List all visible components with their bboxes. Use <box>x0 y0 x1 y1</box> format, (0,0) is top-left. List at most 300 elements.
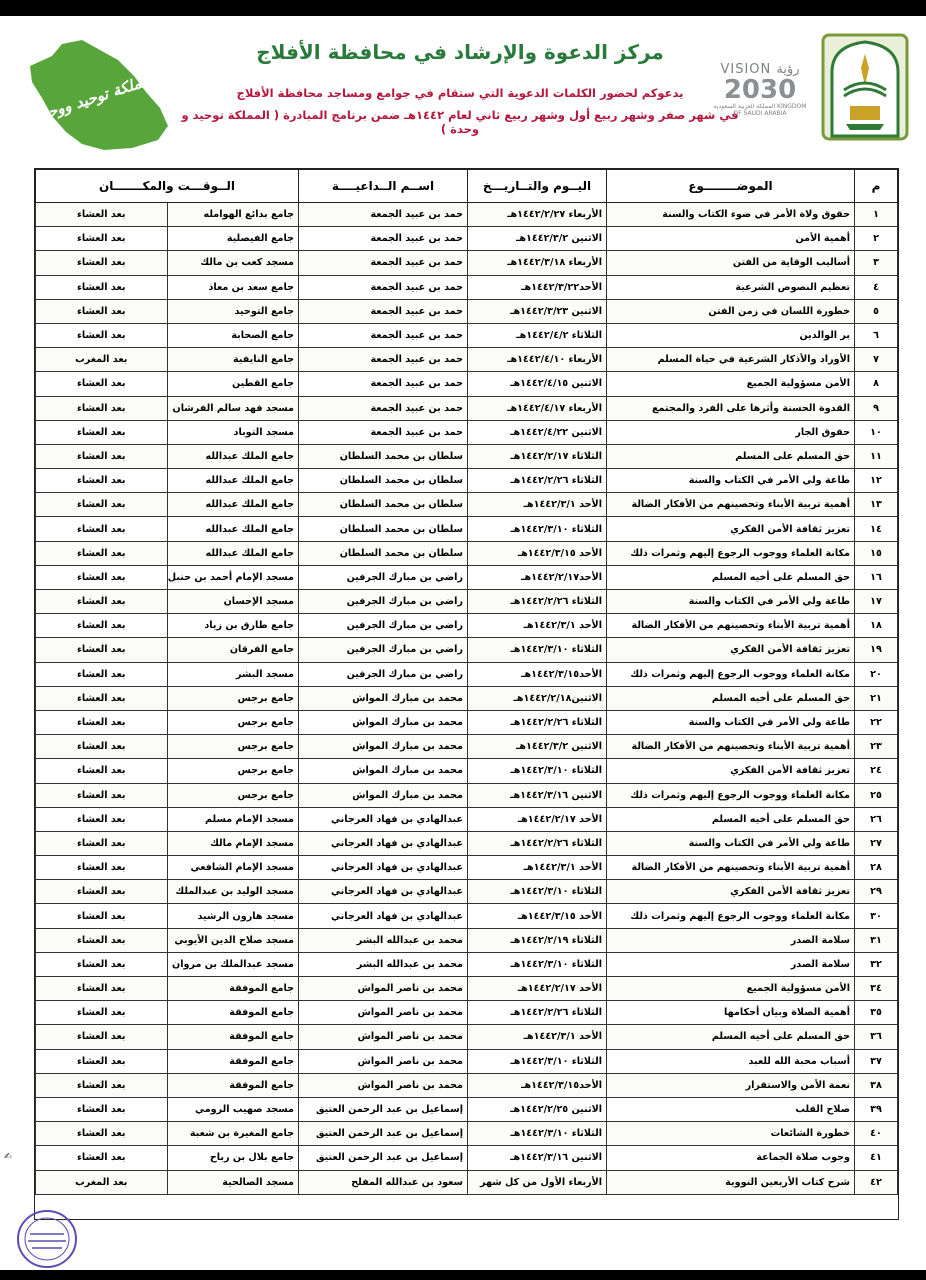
table-row <box>36 227 898 251</box>
table-row <box>36 1001 898 1025</box>
table-row <box>36 517 898 541</box>
row-time: بعد العشاء <box>36 783 168 807</box>
row-place: جامع الموفقة <box>167 1049 299 1073</box>
row-date: الثلاثاء ١٤٤٢/٢/٢٦هـ <box>468 590 607 614</box>
row-preacher: محمد بن مبارك المواش <box>299 759 468 783</box>
header <box>0 16 926 166</box>
row-place: جامع برجس <box>167 759 299 783</box>
row-topic: تعزيز ثقافة الأمن الفكري <box>607 880 855 904</box>
row-time: بعد العشاء <box>36 541 168 565</box>
row-date: الثلاثاء ١٤٤٢/٣/١٠هـ <box>468 880 607 904</box>
table-row <box>36 251 898 275</box>
row-date: الاثنين١٤٤٢/٢/١٨هـ <box>468 686 607 710</box>
row-place: جامع الصحابة <box>167 323 299 347</box>
row-date: الثلاثاء ١٤٤٢/٣/١٠هـ <box>468 952 607 976</box>
row-num: ٢١ <box>855 686 898 710</box>
table-row <box>36 1049 898 1073</box>
table-row <box>36 299 898 323</box>
row-topic: خطورة اللسان في زمن الفتن <box>607 299 855 323</box>
row-place: جامع سعد بن معاذ <box>167 275 299 299</box>
row-num: ٦ <box>855 323 898 347</box>
map-slogan: المملكة توحيد ووحدة <box>30 68 161 127</box>
row-time: بعد العشاء <box>36 299 168 323</box>
row-place: جامع بلال بن رباح <box>167 1146 299 1170</box>
row-date: الثلاثاء ١٤٤٢/٢/٢٦هـ <box>468 831 607 855</box>
row-preacher: إسماعيل بن عبد الرحمن العتيق <box>299 1146 468 1170</box>
row-date: الأربعاء ١٤٤٢/٤/١٧هـ <box>468 396 607 420</box>
table-row <box>36 904 898 928</box>
row-num: ٢٩ <box>855 880 898 904</box>
row-num: ٥ <box>855 299 898 323</box>
row-time: بعد العشاء <box>36 275 168 299</box>
row-topic: أسباب محبة الله للعبد <box>607 1049 855 1073</box>
row-place: مسجد الإمام الشافعي <box>167 856 299 880</box>
row-preacher: حمد بن عبيد الجمعة <box>299 227 468 251</box>
row-preacher: عبدالهادي بن فهاد العرجاني <box>299 856 468 880</box>
row-date: الأربعاء ١٤٤٢/٢/٢٧هـ <box>468 203 607 227</box>
row-num: ٣١ <box>855 928 898 952</box>
row-place: جامع برجس <box>167 710 299 734</box>
row-time: بعد العشاء <box>36 420 168 444</box>
row-topic: أهمية تربية الأبناء وتحصينهم من الأفكار الضالة <box>607 614 855 638</box>
row-preacher: سلطان بن محمد السلطان <box>299 541 468 565</box>
row-topic: حق المسلم على أخيه المسلم <box>607 1025 855 1049</box>
row-num: ٢٧ <box>855 831 898 855</box>
row-num: ١٦ <box>855 565 898 589</box>
row-preacher: راضي بن مبارك الجرفين <box>299 565 468 589</box>
row-topic: أهمية تربية الأبناء وتحصينهم من الأفكار الضالة <box>607 856 855 880</box>
row-place: جامع الموفقة <box>167 1073 299 1097</box>
row-preacher: محمد بن مبارك المواش <box>299 686 468 710</box>
row-place: جامع المغيرة بن شعبة <box>167 1122 299 1146</box>
row-num: ٤ <box>855 275 898 299</box>
row-time: بعد العشاء <box>36 880 168 904</box>
row-preacher: سلطان بن محمد السلطان <box>299 444 468 468</box>
row-num: ١٠ <box>855 420 898 444</box>
row-num: ٣٩ <box>855 1097 898 1121</box>
row-time: بعد العشاء <box>36 227 168 251</box>
row-place: مسجد التوباد <box>167 420 299 444</box>
row-date: الثلاثاء ١٤٤٢/٢/٢٦هـ <box>468 710 607 734</box>
row-place: جامع برجس <box>167 686 299 710</box>
row-place: مسجد الإحسان <box>167 590 299 614</box>
row-place: مسجد الإمام أحمد بن حنبل <box>167 565 299 589</box>
row-place: جامع الملك عبدالله <box>167 541 299 565</box>
row-preacher: عبدالهادي بن فهاد العرجاني <box>299 831 468 855</box>
row-num: ٤٠ <box>855 1122 898 1146</box>
row-topic: الأمن مسؤولية الجميع <box>607 372 855 396</box>
table-row <box>36 590 898 614</box>
row-preacher: راضي بن مبارك الجرفين <box>299 662 468 686</box>
row-date: الاثنين ١٤٤٢/٢/٢٥هـ <box>468 1097 607 1121</box>
row-date: الاثنين ١٤٤٢/٣/٢هـ <box>468 227 607 251</box>
row-time: بعد العشاء <box>36 662 168 686</box>
row-place: جامع طارق بن زياد <box>167 614 299 638</box>
row-place: جامع الموفقة <box>167 1001 299 1025</box>
row-time: بعد العشاء <box>36 735 168 759</box>
row-time: بعد العشاء <box>36 493 168 517</box>
row-date: الثلاثاء ١٤٤٢/٢/١٧هـ <box>468 444 607 468</box>
row-preacher: محمد بن مبارك المواش <box>299 710 468 734</box>
row-time: بعد العشاء <box>36 831 168 855</box>
row-topic: تعزيز ثقافة الأمن الفكري <box>607 517 855 541</box>
header-topic: الموضــــــــوع <box>607 170 855 203</box>
row-place: جامع النايفية <box>167 348 299 372</box>
header-preacher: اســم الــداعيــــة <box>299 170 468 203</box>
row-topic: بر الوالدين <box>607 323 855 347</box>
row-time: بعد العشاء <box>36 372 168 396</box>
period-text: في شهر صفر وشهر ربيع أول وشهر ربيع ثاني لعام ١٤٤٢هـ ضمن برنامج المبادرة ( المملكة توحيد و وحدة ) <box>181 108 739 136</box>
schedule-table <box>34 168 899 1220</box>
row-preacher: محمد بن مبارك المواش <box>299 735 468 759</box>
row-time: بعد العشاء <box>36 469 168 493</box>
row-time: بعد العشاء <box>36 638 168 662</box>
row-num: ٣٢ <box>855 952 898 976</box>
row-date: الأحد ١٤٤٢/٢/١٧هـ <box>468 977 607 1001</box>
row-topic: طاعة ولي الأمر في الكتاب والسنة <box>607 469 855 493</box>
row-preacher: محمد بن عبدالله البشر <box>299 952 468 976</box>
row-topic: حقوق ولاة الأمر في ضوء الكتاب والسنة <box>607 203 855 227</box>
row-time: بعد العشاء <box>36 1122 168 1146</box>
row-num: ٢٠ <box>855 662 898 686</box>
row-num: ١٩ <box>855 638 898 662</box>
row-num: ٩ <box>855 396 898 420</box>
table-row <box>36 1097 898 1121</box>
row-time: بعد العشاء <box>36 203 168 227</box>
table-row <box>36 203 898 227</box>
row-date: الثلاثاء ١٤٤٢/٢/٢٦هـ <box>468 1001 607 1025</box>
row-place: جامع الفرقان <box>167 638 299 662</box>
row-preacher: سلطان بن محمد السلطان <box>299 517 468 541</box>
row-date: الاثنين ١٤٤٢/٤/٢٢هـ <box>468 420 607 444</box>
row-time: بعد العشاء <box>36 928 168 952</box>
row-num: ٣٧ <box>855 1049 898 1073</box>
row-num: ١٧ <box>855 590 898 614</box>
row-time: بعد العشاء <box>36 1049 168 1073</box>
table-row <box>36 928 898 952</box>
row-place: جامع الملك عبدالله <box>167 444 299 468</box>
row-preacher: سعود بن عبدالله المفلح <box>299 1170 468 1194</box>
table-row <box>36 493 898 517</box>
row-topic: نعمة الأمن والاستقرار <box>607 1073 855 1097</box>
row-preacher: إسماعيل بن عبد الرحمن العتيق <box>299 1097 468 1121</box>
row-time: بعد العشاء <box>36 396 168 420</box>
row-num: ٢ <box>855 227 898 251</box>
table-row <box>36 759 898 783</box>
row-place: جامع الفيصلية <box>167 227 299 251</box>
table-row <box>36 323 898 347</box>
row-time: بعد العشاء <box>36 1146 168 1170</box>
row-date: الأربعاء ١٤٤٢/٣/١٨هـ <box>468 251 607 275</box>
row-place: مسجد هارون الرشيد <box>167 904 299 928</box>
row-date: الاثنين ١٤٤٢/٣/١٦هـ <box>468 783 607 807</box>
row-time: بعد المغرب <box>36 348 168 372</box>
row-preacher: محمد بن ناصر المواش <box>299 1049 468 1073</box>
row-place: مسجد صهيب الرومي <box>167 1097 299 1121</box>
row-topic: مكانة العلماء ووجوب الرجوع إليهم وثمرات ذلك <box>607 541 855 565</box>
row-date: الثلاثاء ١٤٤٢/٣/١٠هـ <box>468 759 607 783</box>
row-topic: مكانة العلماء ووجوب الرجوع إليهم وثمرات ذلك <box>607 662 855 686</box>
row-topic: خطورة الشائعات <box>607 1122 855 1146</box>
row-preacher: حمد بن عبيد الجمعة <box>299 275 468 299</box>
row-place: مسجد الوليد بن عبدالملك <box>167 880 299 904</box>
table-row <box>36 420 898 444</box>
vision-year: 2030 <box>723 75 797 105</box>
row-date: الأحد ١٤٤٢/٢/١٧هـ <box>468 807 607 831</box>
row-time: بعد العشاء <box>36 590 168 614</box>
row-preacher: حمد بن عبيد الجمعة <box>299 348 468 372</box>
row-date: الاثنين ١٤٤٢/٣/٢٣هـ <box>468 299 607 323</box>
row-time: بعد العشاء <box>36 807 168 831</box>
invitation-text: يدعوكم لحضور الكلمات الدعوية التي ستقام في جوامع ومساجد محافظة الأفلاج <box>236 86 684 100</box>
row-num: ١٣ <box>855 493 898 517</box>
row-preacher: عبدالهادي بن فهاد العرجاني <box>299 904 468 928</box>
row-date: الثلاثاء ١٤٤٢/٣/١٠هـ <box>468 1049 607 1073</box>
table-row <box>36 1170 898 1194</box>
row-topic: وجوب صلاة الجماعة <box>607 1146 855 1170</box>
row-place: جامع برجس <box>167 783 299 807</box>
table-row <box>36 952 898 976</box>
row-place: جامع بدائع الهوامله <box>167 203 299 227</box>
table-row <box>36 614 898 638</box>
row-date: الأحد١٤٤٢/٣/١٥هـ <box>468 1073 607 1097</box>
row-num: ٣٨ <box>855 1073 898 1097</box>
row-topic: أهمية تربية الأبناء وتحصينهم من الأفكار الضالة <box>607 493 855 517</box>
row-date: الثلاثاء ١٤٤٢/٢/٢٦هـ <box>468 469 607 493</box>
row-place: مسجد عبدالملك بن مروان <box>167 952 299 976</box>
ministry-emblem-icon <box>820 32 910 142</box>
row-topic: الأمن مسؤولية الجميع <box>607 977 855 1001</box>
row-date: الأحد ١٤٤٢/٣/١٥هـ <box>468 541 607 565</box>
row-date: الاثنين ١٤٤٢/٣/٢هـ <box>468 735 607 759</box>
row-topic: أهمية الأمن <box>607 227 855 251</box>
row-time: بعد المغرب <box>36 1170 168 1194</box>
row-topic: حق المسلم على أخيه المسلم <box>607 565 855 589</box>
page-title: مركز الدعوة والإرشاد في محافظة الأفلاج <box>256 40 664 64</box>
table-row <box>36 275 898 299</box>
row-num: ١ <box>855 203 898 227</box>
row-topic: تعزيز ثقافة الأمن الفكري <box>607 638 855 662</box>
row-topic: تعظيم النصوص الشرعية <box>607 275 855 299</box>
row-time: بعد العشاء <box>36 323 168 347</box>
row-preacher: إسماعيل بن عبد الرحمن العتيق <box>299 1122 468 1146</box>
table-row <box>36 710 898 734</box>
row-date: الأحد ١٤٤٢/٣/١هـ <box>468 493 607 517</box>
row-preacher: محمد بن ناصر المواش <box>299 1001 468 1025</box>
table-row <box>36 348 898 372</box>
row-num: ٢٥ <box>855 783 898 807</box>
header-place-time: الــوقـــت والمكـــــــان <box>36 170 299 203</box>
row-num: ٣٥ <box>855 1001 898 1025</box>
row-preacher: حمد بن عبيد الجمعة <box>299 420 468 444</box>
table-row <box>36 783 898 807</box>
row-place: مسجد الصالحية <box>167 1170 299 1194</box>
row-time: بعد العشاء <box>36 1001 168 1025</box>
row-num: ٢٢ <box>855 710 898 734</box>
table-row <box>36 686 898 710</box>
row-num: ١١ <box>855 444 898 468</box>
row-date: الأحد١٤٤٢/٣/٢٢هـ <box>468 275 607 299</box>
row-date: الاثنين ١٤٤٢/٤/١٥هـ <box>468 372 607 396</box>
row-preacher: عبدالهادي بن فهاد العرجاني <box>299 880 468 904</box>
row-date: الأحد ١٤٤٢/٣/١هـ <box>468 856 607 880</box>
row-num: ٢٣ <box>855 735 898 759</box>
row-place: جامع الملك عبدالله <box>167 493 299 517</box>
row-preacher: حمد بن عبيد الجمعة <box>299 396 468 420</box>
header-date: اليــوم والتــاريـــخ <box>468 170 607 203</box>
table-row <box>36 396 898 420</box>
row-topic: سلامة الصدر <box>607 928 855 952</box>
row-preacher: حمد بن عبيد الجمعة <box>299 323 468 347</box>
row-num: ٧ <box>855 348 898 372</box>
row-date: الأحد ١٤٤٢/٣/١هـ <box>468 614 607 638</box>
row-date: الأربعاء الأول من كل شهر <box>468 1170 607 1194</box>
row-date: الثلاثاء ١٤٤٢/٣/١٠هـ <box>468 517 607 541</box>
table-row <box>36 1122 898 1146</box>
row-place: مسجد البشر <box>167 662 299 686</box>
row-topic: حق المسلم على أخيه المسلم <box>607 686 855 710</box>
table-row <box>36 977 898 1001</box>
table-row <box>36 831 898 855</box>
row-preacher: محمد بن ناصر المواش <box>299 977 468 1001</box>
row-date: الأحد ١٤٤٢/٣/١٥هـ <box>468 904 607 928</box>
row-time: بعد العشاء <box>36 251 168 275</box>
row-num: ٣٦ <box>855 1025 898 1049</box>
row-preacher: راضي بن مبارك الجرفين <box>299 614 468 638</box>
row-time: بعد العشاء <box>36 1073 168 1097</box>
row-topic: سلامة الصدر <box>607 952 855 976</box>
row-place: مسجد الإمام مالك <box>167 831 299 855</box>
row-num: ١٢ <box>855 469 898 493</box>
row-date: الأربعاء ١٤٤٢/٤/١٠هـ <box>468 348 607 372</box>
row-place: جامع القطين <box>167 372 299 396</box>
row-preacher: حمد بن عبيد الجمعة <box>299 203 468 227</box>
row-topic: أساليب الوقاية من الفتن <box>607 251 855 275</box>
row-place: جامع التوحيد <box>167 299 299 323</box>
table-row <box>36 662 898 686</box>
row-topic: مكانة العلماء ووجوب الرجوع إليهم وثمرات ذلك <box>607 783 855 807</box>
row-time: بعد العشاء <box>36 856 168 880</box>
row-topic: مكانة العلماء ووجوب الرجوع إليهم وثمرات ذلك <box>607 904 855 928</box>
row-preacher: حمد بن عبيد الجمعة <box>299 299 468 323</box>
row-num: ٢٦ <box>855 807 898 831</box>
row-preacher: سلطان بن محمد السلطان <box>299 493 468 517</box>
row-preacher: حمد بن عبيد الجمعة <box>299 251 468 275</box>
row-topic: شرح كتاب الأربعين النووية <box>607 1170 855 1194</box>
row-num: ٣٤ <box>855 977 898 1001</box>
row-place: جامع الملك عبدالله <box>167 469 299 493</box>
row-num: ١٨ <box>855 614 898 638</box>
table-row <box>36 469 898 493</box>
row-time: بعد العشاء <box>36 614 168 638</box>
row-preacher: سلطان بن محمد السلطان <box>299 469 468 493</box>
row-time: بعد العشاء <box>36 517 168 541</box>
table-row <box>36 1146 898 1170</box>
row-place: جامع الملك عبدالله <box>167 517 299 541</box>
document-page <box>0 16 926 1270</box>
row-preacher: محمد بن ناصر المواش <box>299 1025 468 1049</box>
row-preacher: حمد بن عبيد الجمعة <box>299 372 468 396</box>
row-num: ١٤ <box>855 517 898 541</box>
row-preacher: عبدالهادي بن فهاد العرجاني <box>299 807 468 831</box>
vision-sub: المملكة العربية السعودية KINGDOM OF SAUDI ARABIA <box>713 103 807 117</box>
row-topic: حق المسلم على المسلم <box>607 444 855 468</box>
row-num: ٨ <box>855 372 898 396</box>
row-num: ١٥ <box>855 541 898 565</box>
table-row <box>36 444 898 468</box>
table-row <box>36 1025 898 1049</box>
row-topic: الأوراد والأذكار الشرعية في حياة المسلم <box>607 348 855 372</box>
row-place: جامع الموفقة <box>167 977 299 1001</box>
row-time: بعد العشاء <box>36 565 168 589</box>
row-date: الأحد١٤٤٢/٢/١٧هـ <box>468 565 607 589</box>
row-place: مسجد كعب بن مالك <box>167 251 299 275</box>
row-num: ٢٨ <box>855 856 898 880</box>
row-time: بعد العشاء <box>36 1097 168 1121</box>
row-place: جامع الموفقة <box>167 1025 299 1049</box>
row-date: الثلاثاء ١٤٤٢/٤/٢هـ <box>468 323 607 347</box>
table-row <box>36 807 898 831</box>
row-num: ٤١ <box>855 1146 898 1170</box>
row-time: بعد العشاء <box>36 686 168 710</box>
header-num: م <box>855 170 898 203</box>
signature-mark: ✍ <box>4 1152 12 1162</box>
saudi-map-icon <box>22 36 172 154</box>
row-time: بعد العشاء <box>36 759 168 783</box>
table-row <box>36 565 898 589</box>
row-topic: القدوة الحسنة وأثرها على الفرد والمجتمع <box>607 396 855 420</box>
row-preacher: راضي بن مبارك الجرفين <box>299 638 468 662</box>
row-num: ٢٤ <box>855 759 898 783</box>
row-date: الثلاثاء ١٤٤٢/٣/١٠هـ <box>468 1122 607 1146</box>
row-preacher: محمد بن مبارك المواش <box>299 783 468 807</box>
table-row <box>36 880 898 904</box>
official-stamp-icon <box>16 1208 78 1270</box>
row-place: مسجد الإمام مسلم <box>167 807 299 831</box>
row-preacher: راضي بن مبارك الجرفين <box>299 590 468 614</box>
row-date: الأحد ١٤٤٢/٣/١هـ <box>468 1025 607 1049</box>
row-topic: حق المسلم على أخيه المسلم <box>607 807 855 831</box>
row-date: الاثنين ١٤٤٢/٣/١٦هـ <box>468 1146 607 1170</box>
table-row <box>36 541 898 565</box>
row-place: مسجد صلاح الدين الأيوبي <box>167 928 299 952</box>
row-time: بعد العشاء <box>36 904 168 928</box>
row-time: بعد العشاء <box>36 952 168 976</box>
table-row <box>36 1073 898 1097</box>
row-topic: طاعة ولي الأمر في الكتاب والسنة <box>607 710 855 734</box>
row-num: ٣٠ <box>855 904 898 928</box>
row-topic: أهمية تربية الأبناء وتحصينهم من الأفكار الضالة <box>607 735 855 759</box>
vision-label: VISION رؤية <box>720 62 800 77</box>
row-place: مسجد فهد سالم الفرشان <box>167 396 299 420</box>
row-time: بعد العشاء <box>36 1025 168 1049</box>
row-preacher: محمد بن ناصر المواش <box>299 1073 468 1097</box>
row-topic: صلاح القلب <box>607 1097 855 1121</box>
table-row <box>36 638 898 662</box>
row-topic: أهمية الصلاة وبيان أحكامها <box>607 1001 855 1025</box>
row-topic: طاعة ولي الأمر في الكتاب والسنة <box>607 590 855 614</box>
row-date: الأحد١٤٤٢/٣/١٥هـ <box>468 662 607 686</box>
row-time: بعد العشاء <box>36 977 168 1001</box>
vision-2030-logo <box>712 62 808 132</box>
row-date: الثلاثاء ١٤٤٢/٢/١٩هـ <box>468 928 607 952</box>
row-time: بعد العشاء <box>36 710 168 734</box>
row-date: الثلاثاء ١٤٤٢/٣/١٠هـ <box>468 638 607 662</box>
row-num: ٣ <box>855 251 898 275</box>
table-header-row <box>36 170 898 203</box>
table-row <box>36 856 898 880</box>
row-time: بعد العشاء <box>36 444 168 468</box>
